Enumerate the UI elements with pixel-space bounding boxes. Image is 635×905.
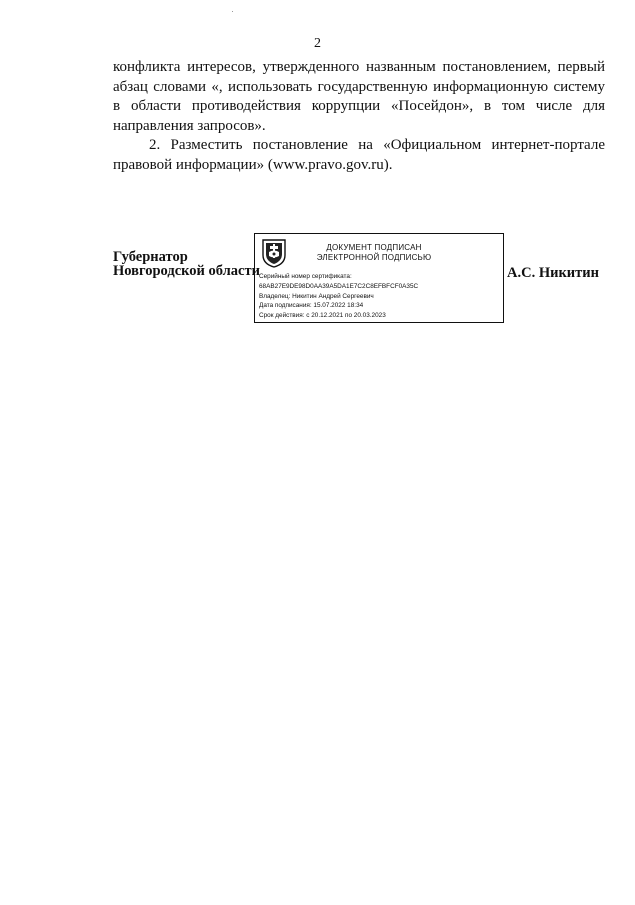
paragraph-2 bbox=[113, 136, 605, 175]
stamp-details bbox=[259, 272, 418, 321]
signatory-name: А.С. Никитин bbox=[507, 265, 599, 281]
signatory-role-line-2: Новгородской области bbox=[113, 263, 260, 279]
paragraph-1 bbox=[113, 58, 605, 136]
certificate-owner: Владелец: Никитин Андрей Сергеевич bbox=[259, 292, 374, 300]
paragraph-1-line-3: области противодействия коррупции «Посейдон», в том числе для bbox=[130, 98, 606, 114]
stamp-header-line-2: ЭЛЕКТРОННОЙ ПОДПИСЬЮ bbox=[316, 253, 432, 262]
signatory-role-line-1: Губернатор bbox=[113, 249, 188, 265]
signatory-role bbox=[113, 250, 260, 278]
scan-speck bbox=[232, 11, 233, 12]
stamp-header bbox=[299, 243, 449, 263]
signing-date: Дата подписания: 15.07.2022 18:34 bbox=[259, 302, 364, 310]
paragraph-1-line-4: направления запросов». bbox=[113, 117, 266, 134]
electronic-signature-stamp bbox=[254, 233, 504, 323]
paragraph-2-line-1: 2. Разместить постановление на «Официальном интернет-портале bbox=[149, 137, 605, 153]
paragraph-1-line-2: абзац словами «, использовать государственную информационную систему в bbox=[113, 78, 605, 114]
page-number: 2 bbox=[314, 36, 321, 51]
certificate-serial-label: Серийный номер сертификата: bbox=[259, 273, 352, 280]
certificate-validity: Срок действия: с 20.12.2021 по 20.03.2023 bbox=[259, 312, 386, 320]
paragraph-1-line-1: конфликта интересов, утвержденного названным постановлением, первый bbox=[113, 59, 605, 75]
paragraph-2-line-2: правовой информации» (www.pravo.gov.ru). bbox=[113, 156, 393, 173]
certificate-serial-value: 68AB27E9DE98D0AA39A5DA1E7C2C8EFBFCF0A35C bbox=[259, 282, 419, 290]
coat-of-arms-icon bbox=[261, 238, 287, 268]
document-body bbox=[113, 58, 605, 175]
stamp-header-line-1: ДОКУМЕНТ ПОДПИСАН bbox=[326, 243, 422, 252]
